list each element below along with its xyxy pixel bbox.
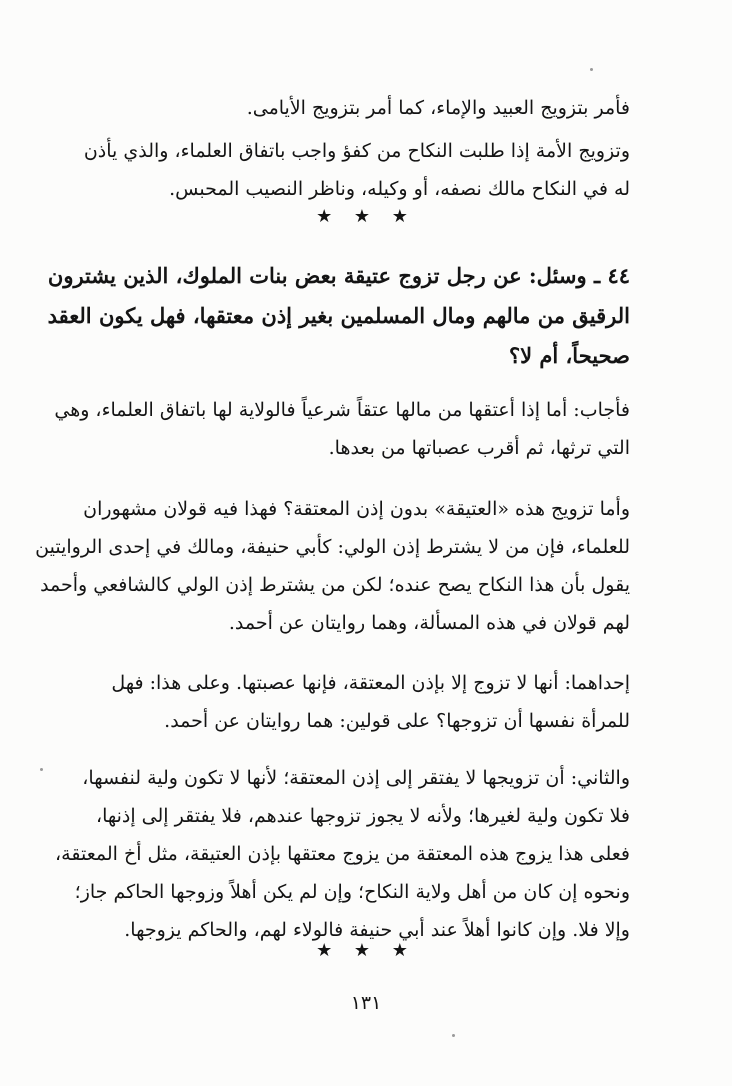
text-line: والثاني: أن تزويجها لا يفتقر إلى إذن المعتقة؛ لأنها لا تكون ولية لنفسها،: [82, 767, 630, 789]
paragraph-intro: [110, 89, 630, 127]
scan-speck: [452, 1034, 455, 1037]
text-line: فأجاب: أما إذا أعتقها من مالها عتقاً شرعياً فالولاية لها باتفاق العلماء، وهي: [54, 399, 630, 421]
scan-speck: [590, 68, 593, 71]
section-separator: ★ ★ ★: [316, 940, 416, 961]
text-line: إحداهما: أنها لا تزوج إلا بإذن المعتقة، فإنها عصبتها. وعلى هذا: فهل: [111, 672, 630, 694]
text-line: فأمر بتزويج العبيد والإماء، كما أمر بتزويج الأيامى.: [246, 97, 630, 119]
text-line: وتزويج الأمة إذا طلبت النكاح من كفؤ واجب باتفاق العلماء، والذي يأذن: [83, 140, 630, 162]
text-line: صحيحاً، أم لا؟: [508, 343, 630, 368]
text-line: الرقيق من مالهم ومال المسلمين بغير إذن معتقها، فهل يكون العقد: [47, 303, 630, 328]
text-line: للعلماء، فإن من لا يشترط إذن الولي: كأبي حنيفة، ومالك في إحدى الروايتين: [35, 536, 630, 558]
text-line: للمرأة نفسها أن تزوجها؟ على قولين: هما روايتان عن أحمد.: [164, 710, 630, 732]
paragraph-freed-marriage: [35, 490, 630, 642]
scan-speck: [40, 768, 43, 771]
page-number: ١٣١: [350, 992, 382, 1014]
paragraph-slave-marriage: [83, 132, 630, 208]
paragraph-answer: [54, 391, 630, 467]
text-line: التي ترثها، ثم أقرب عصباتها من بعدها.: [328, 437, 630, 459]
text-line: ٤٤ ـ وسئل: عن رجل تزوج عتيقة بعض بنات الملوك، الذين يشترون: [47, 263, 630, 288]
text-line: لهم قولان في هذه المسألة، وهما روايتان عن أحمد.: [228, 612, 630, 634]
paragraph-second-opinion: [55, 759, 630, 949]
question-heading: [47, 256, 630, 376]
text-line: له في النكاح مالك نصفه، أو وكيله، وناظر النصيب المحبس.: [169, 178, 630, 200]
text-line: يقول بأن هذا النكاح يصح عنده؛ لكن من يشترط إذن الولي كالشافعي وأحمد: [40, 574, 630, 596]
text-line: وإلا فلا. وإن كانوا أهلاً عند أبي حنيفة فالولاء لهم، والحاكم يزوجها.: [124, 919, 630, 941]
section-separator: ★ ★ ★: [316, 206, 416, 227]
text-line: فعلى هذا يزوج هذه المعتقة من يزوج معتقها بإذن العتيقة، مثل أخ المعتقة،: [55, 843, 630, 865]
text-line: وأما تزويج هذه «العتيقة» بدون إذن المعتقة؟ فهذا فيه قولان مشهوران: [83, 498, 630, 520]
text-line: ونحوه إن كان من أهل ولاية النكاح؛ وإن لم يكن أهلاً وزوجها الحاكم جاز؛: [74, 881, 630, 903]
paragraph-first-opinion: [110, 664, 630, 740]
text-line: فلا تكون ولية لغيرها؛ ولأنه لا يجوز تزوجها عندهم، فلا يفتقر إلى إذنها،: [95, 805, 630, 827]
